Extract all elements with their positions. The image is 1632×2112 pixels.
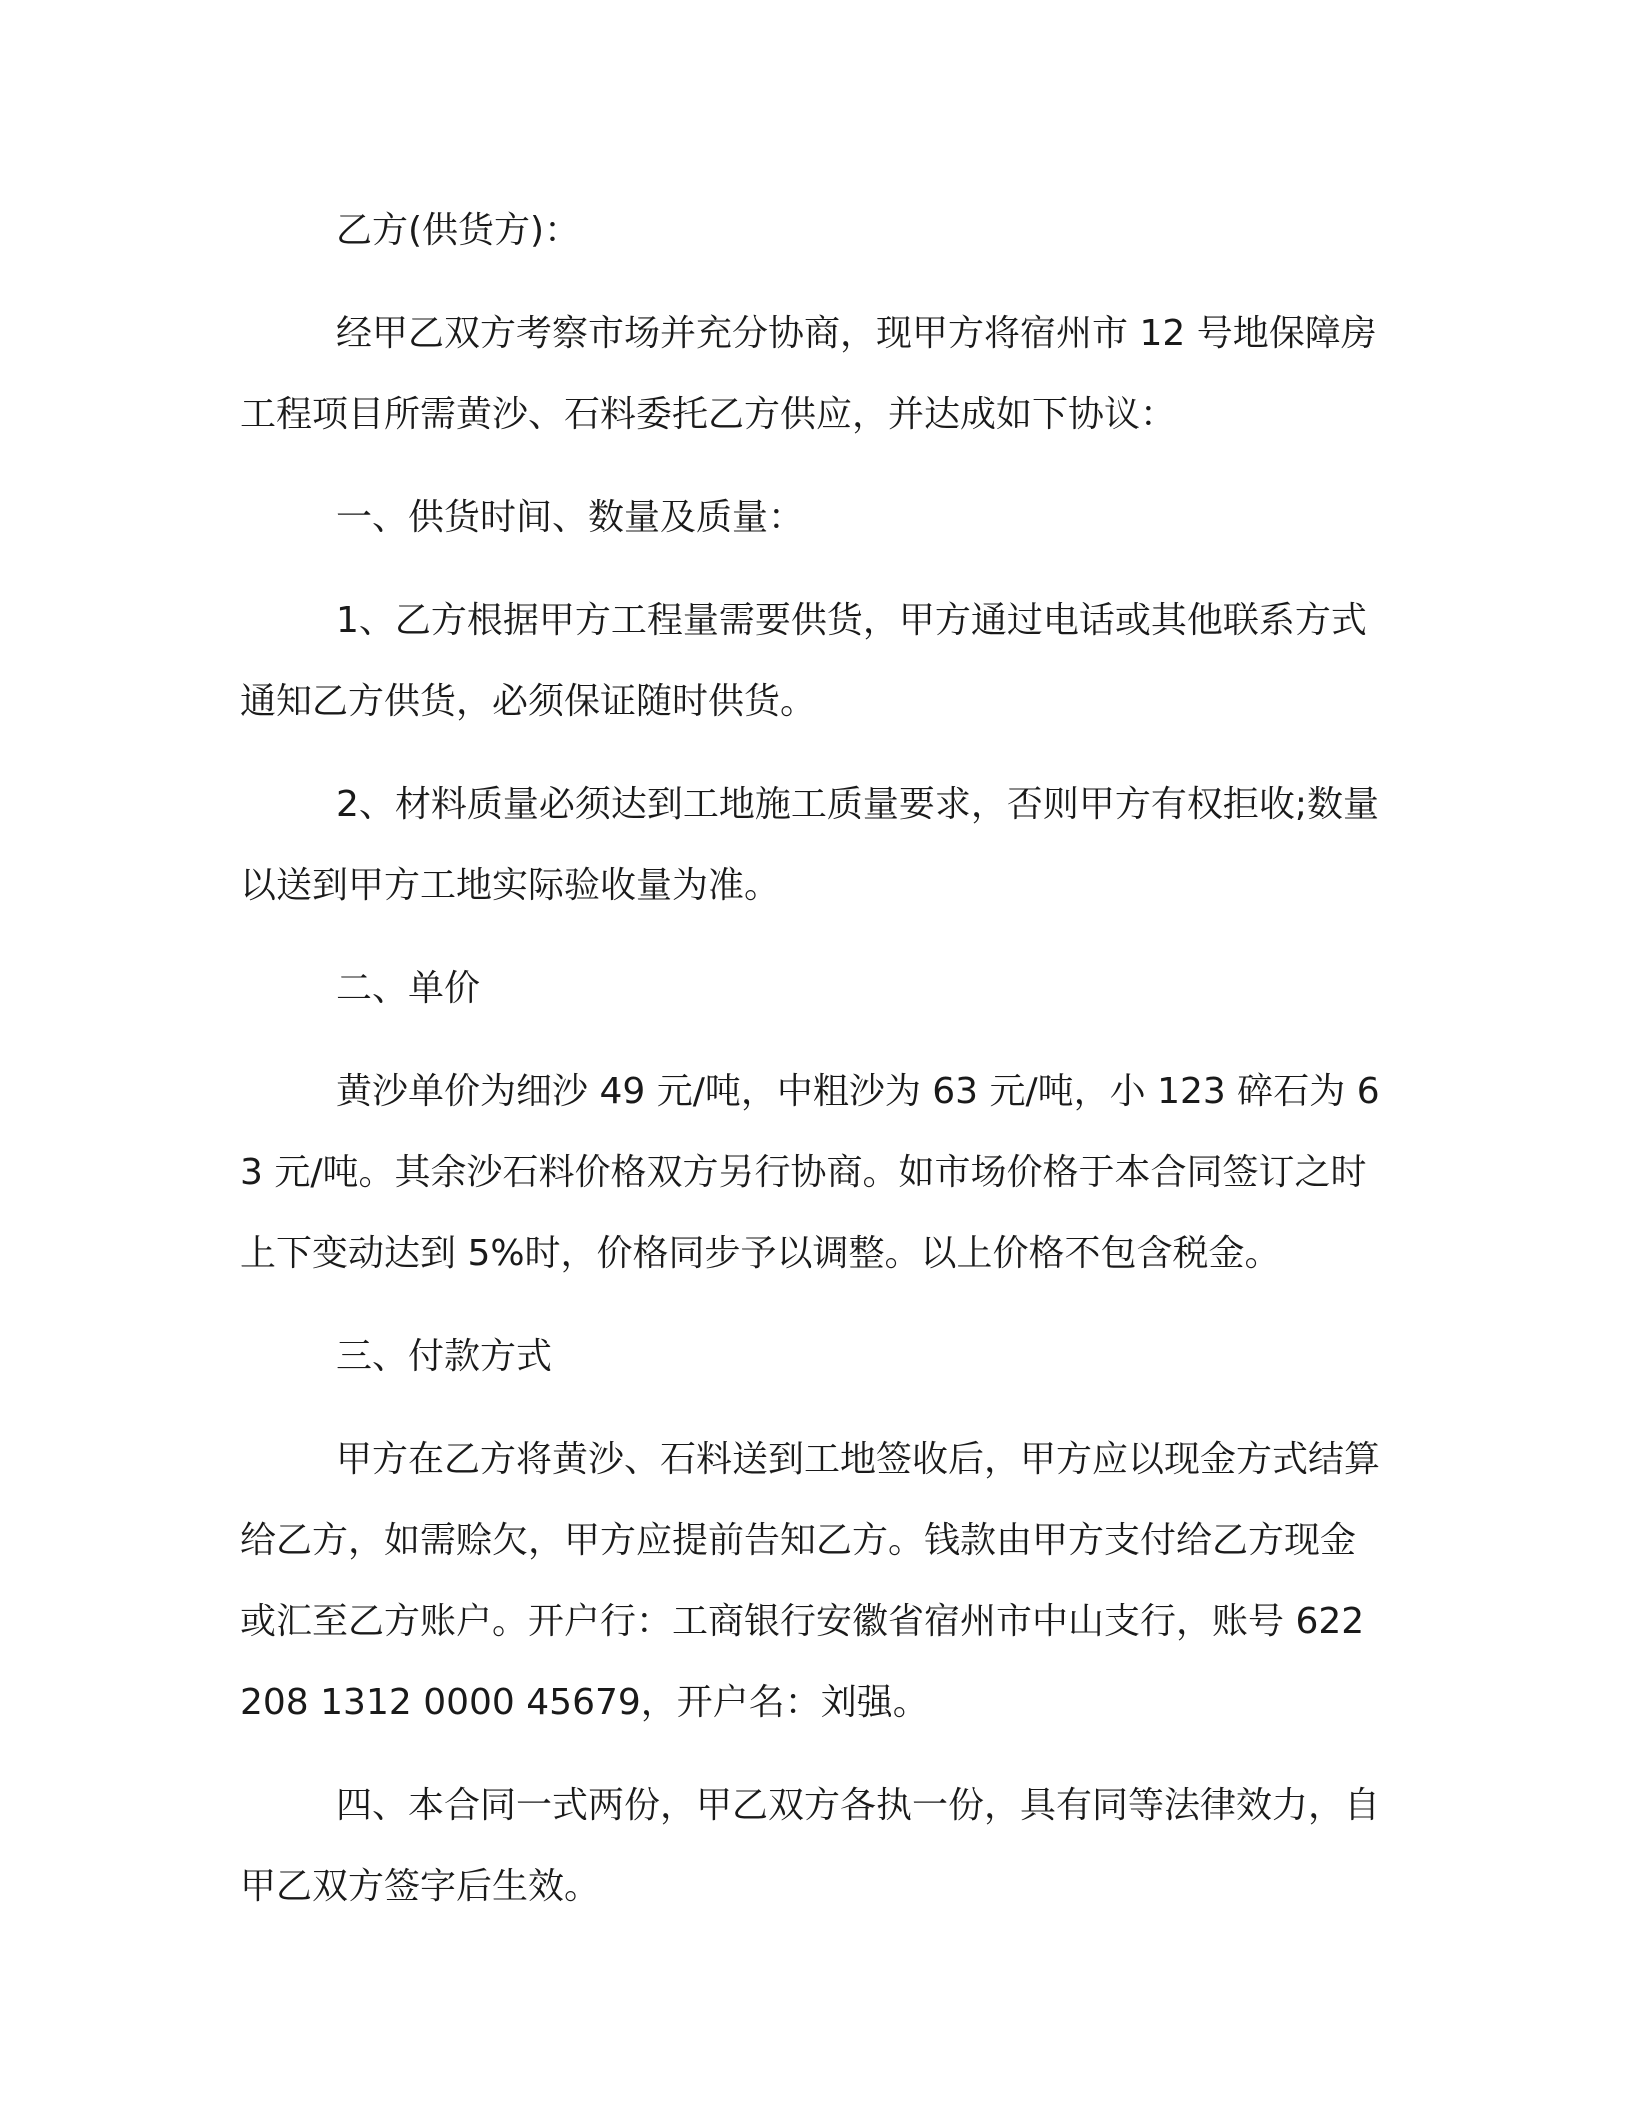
intro-paragraph: 经甲乙双方考察市场并充分协商，现甲方将宿州市 12 号地保障房工程项目所需黄沙、石料委托乙方供应，并达成如下协议：: [240, 313, 1377, 435]
section-heading-price: 二、单价: [336, 968, 481, 1009]
copies-paragraph: 四、本合同一式两份，甲乙双方各执一份，具有同等法律效力，自甲乙双方签字后生效。: [240, 1785, 1381, 1907]
price-paragraph: 黄沙单价为细沙 49 元/吨，中粗沙为 63 元/吨，小 123 碎石为 63 元/吨。其余沙石料价格双方另行协商。如市场价格于本合同签订之时上下变动达到 5%时，价格同步予以调整。以上价格不包含税金。: [240, 1071, 1380, 1274]
clause-1-paragraph: 1、乙方根据甲方工程量需要供货，甲方通过电话或其他联系方式通知乙方供货，必须保证随时供货。: [240, 600, 1367, 722]
supplier-line: 乙方(供货方)：: [336, 210, 581, 251]
document-body: [240, 190, 1385, 1927]
payment-paragraph: 甲方在乙方将黄沙、石料送到工地签收后，甲方应以现金方式结算给乙方，如需赊欠，甲方应提前告知乙方。钱款由甲方支付给乙方现金或汇至乙方账户。开户行：工商银行安徽省宿州市中山支行，账号 622208 1312 0000 45679，开户名：刘强。: [240, 1439, 1381, 1723]
clause-2-paragraph: 2、材料质量必须达到工地施工质量要求，否则甲方有权拒收;数量以送到甲方工地实际验收量为准。: [240, 784, 1380, 906]
section-heading-supply: 一、供货时间、数量及质量：: [336, 497, 805, 538]
section-heading-payment: 三、付款方式: [336, 1336, 553, 1377]
